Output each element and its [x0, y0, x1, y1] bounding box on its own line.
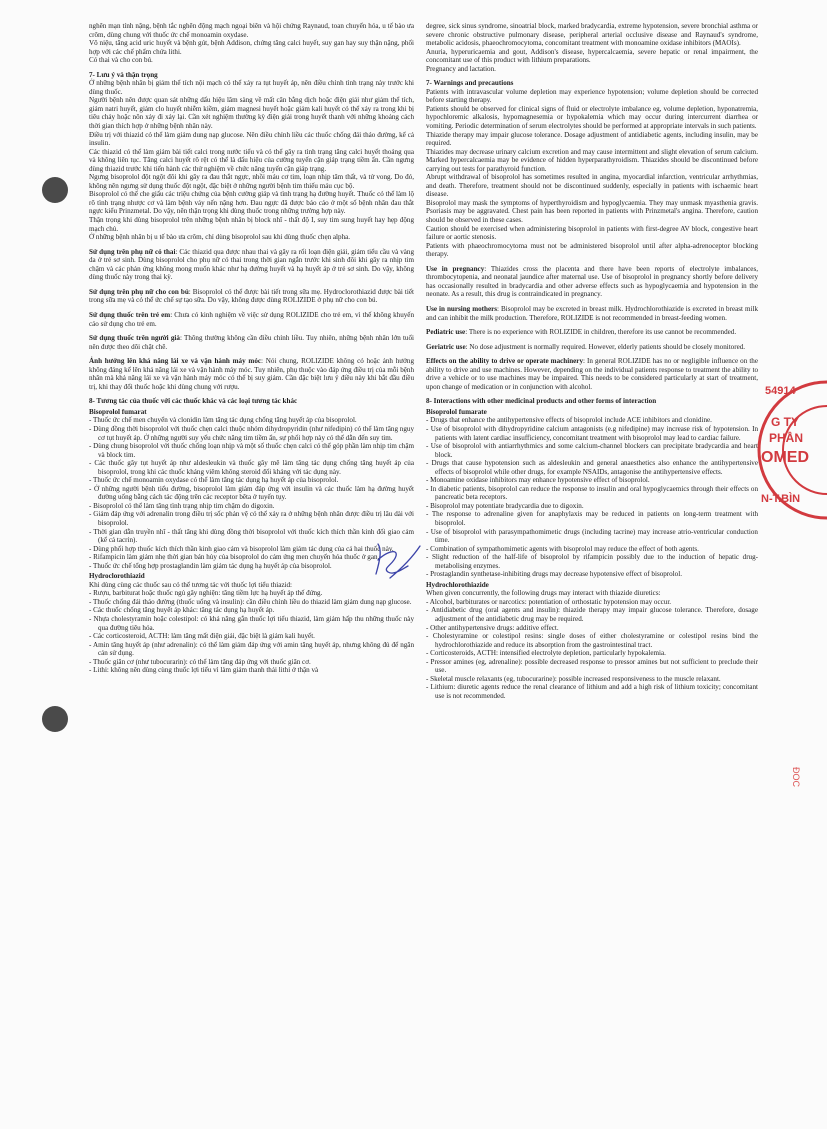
- list-item: - Thuốc giãn cơ (như tubocurarin): có thể làm tăng đáp ứng với thuốc giãn cơ.: [89, 658, 414, 667]
- label: Use in pregnancy: [426, 264, 485, 273]
- list-item: - Thuốc chống đái tháo đường (thuốc uống và insulin): cần điều chỉnh liều do thiazid làm giảm dung nạp glucose.: [89, 598, 414, 607]
- nursing-paragraph: [89, 288, 414, 305]
- paragraph: When given concurrently, the following drugs may interact with thiazide diuretics:: [426, 589, 661, 598]
- list-item: - Pressor amines (eg, adrenaline): possible decreased response to pressor amines but not sufficient to preclude their use.: [426, 658, 758, 675]
- paragraph: Khi dùng cùng các thuốc sau có thể tương tác với thuốc lợi tiểu thiazid:: [89, 580, 293, 589]
- interaction-list: [89, 589, 414, 674]
- contraindications-text: degree, sick sinus syndrome, sinoatrial block, marked bradycardia, extreme hypotension, severe bronchial asthma or severe chronic obstructive pulmonary disease, peripheral arterial occlusive disease and Raynaud's syndrome, metabolic acidosis, phaeochromocytoma, concomitant treatment with monoamine oxidase inhibitors (MAOIs).: [426, 22, 758, 48]
- subsection-heading: Bisoprolol fumarate: [426, 407, 487, 416]
- nursing-paragraph: [426, 305, 758, 322]
- list-item: - Giảm đáp ứng với adrenalin trong điều trị sốc phản vệ có thể xảy ra ở những bệnh nhân được điều trị lâu dài với bisoprolol.: [89, 510, 414, 527]
- english-column: [426, 22, 758, 700]
- list-item: - Thuốc ức chế tổng hợp prostaglandin làm giảm tác dụng hạ huyết áp của bisoprolol.: [89, 562, 414, 571]
- paragraph: Bisoprolol may mask the symptoms of hyperthyroidism and hypoglycaemia. They may unmask myasthenia gravis. Psoriasis may be aggravated. Chest pain has been reported in patients with Prinzmetal's angina. Therefore, caution should be observed in these cases.: [426, 198, 758, 225]
- text: : Bisoprolol may be excreted in breast milk. Hydrochlorothiazide is excreted in breast milk and can inhibit the milk production. Therefore, ROLIZIDE is not recommended in breast-feeding women.: [426, 304, 758, 322]
- interaction-list: [89, 416, 414, 570]
- label: Sử dụng trên phụ nữ cho con bú: [89, 287, 189, 296]
- contraindications-text: Pregnancy and lactation.: [426, 64, 496, 73]
- paragraph: Thiazides may decrease urinary calcium excretion and may cause intermittent and slight elevation of serum calcium. Marked hypercalcaemia may be evidence of hidden hyperparathyroidism. Thiazides should be discontinued before carrying out tests for parathyroid function.: [426, 147, 758, 173]
- label: Use in nursing mothers: [426, 304, 498, 313]
- pediatric-paragraph: [426, 328, 758, 337]
- list-item: - Dùng chung bisoprolol với thuốc chống loạn nhịp và một số thuốc chẹn calci có thể góp phần làm nhịp tim chậm và block tim.: [89, 442, 414, 459]
- list-item: - Amin tăng huyết áp (như adrenalin): có thể làm giảm đáp ứng với amin tăng huyết áp, nhưng không đủ để ngăn cản sử dụng.: [89, 641, 414, 658]
- section-heading: 8- Interactions with other medicinal products and other forms of interaction: [426, 397, 657, 406]
- company-stamp: [757, 365, 827, 535]
- pediatric-paragraph: [89, 311, 414, 328]
- vietnamese-column: [89, 22, 414, 675]
- section-heading: 7- Lưu ý và thận trọng: [89, 70, 158, 79]
- list-item: - Lithi: không nên dùng cùng thuốc lợi tiểu vì làm giảm thanh thải lithi ở thận và: [89, 666, 414, 675]
- subsection-heading: Hydrochlorothiazide: [426, 580, 489, 589]
- text: : No dose adjustment is normally required. However, elderly patients should be closely monitored.: [465, 342, 746, 351]
- list-item: - Rifampicin làm giảm nhẹ thời gian bán hủy của bisoprolol do cảm ứng men chuyển hóa thuốc ở gan.: [89, 553, 414, 562]
- section-heading: 8- Tương tác của thuốc với các thuốc khác và các loại tương tác khác: [89, 397, 298, 406]
- geriatric-paragraph: [89, 334, 414, 351]
- driving-paragraph: [426, 357, 758, 391]
- list-item: - Thuốc ức chế monoamin oxydase có thể làm tăng tác dụng hạ huyết áp của bisoprolol.: [89, 476, 414, 485]
- list-item: - Cholestyramine or colestipol resins: single doses of either cholestyramine or colestipol resins bind the hydrochlorothiazide and reduce its absorption from the gastrointestinal tract.: [426, 632, 758, 649]
- paragraph: Các thiazid có thể làm giảm bài tiết calci trong nước tiểu và có thể gây ra tình trạng tăng calci huyết thoáng qua và không liên tục. Tăng calci huyết rõ rệt có thể là dấu hiệu của cường tuyến cận giáp trạng tiềm ẩn. Cần ngưng dùng thiazid trước khi tiến hành các thử nghiệm về chức năng tuyến cận giáp trạng.: [89, 147, 414, 173]
- contraindications-text: Vô niệu, tăng acid uric huyết và bệnh gút, bệnh Addison, chứng tăng calci huyết, suy gan hay suy thận nặng, phối hợp với các chế phẩm chứa lithi.: [89, 39, 414, 56]
- paragraph: Caution should be exercised when administering bisoprolol in patients with first-degree AV block, congestive heart failure or aortic stenosis.: [426, 224, 758, 242]
- list-item: - Drugs that enhance the antihypertensive effects of bisoprolol include ACE inhibitors and clonidine.: [426, 416, 758, 425]
- label: Pediatric use: [426, 328, 466, 337]
- text: : Bisoprolol có thể được bài tiết trong sữa mẹ. Hydroclorothiazid được bài tiết trong sữa mẹ và có thể ức chế sự tạo sữa. Do vậy, không được dùng ROLIZIDE ở phụ nữ cho con bú.: [89, 287, 414, 305]
- interaction-list: [426, 416, 758, 578]
- paragraph: Ở những bệnh nhân bị u tế bào ưa crôm, chỉ dùng bisoprolol sau khi dùng thuốc chẹn alpha.: [89, 233, 351, 242]
- handwritten-signature: [368, 538, 424, 586]
- paragraph: Patients with intravascular volume depletion may experience hypotension; volume depletion should be corrected before starting therapy.: [426, 87, 758, 105]
- list-item: - Slight reduction of the half-life of bisoprolol by rifampicin possibly due to the induction of hepatic drug-metabolising enzymes.: [426, 553, 758, 570]
- edge-stamp-fragment: ĐOC: [791, 767, 801, 787]
- label: Sử dụng thuốc trên trẻ em: [89, 310, 171, 319]
- list-item: - Combination of sympathomimetic agents with bisoprolol may reduce the effect of both agents.: [426, 545, 758, 554]
- paragraph: Patients with phaeochromocytoma must not be administered bisoprolol until after alpha-adrenoceptor blocking therapy.: [426, 241, 758, 259]
- list-item: - The response to adrenaline given for anaphylaxis may be reduced in patients on long-term treatment with bisoprolol.: [426, 510, 758, 527]
- list-item: - Lithium: diuretic agents reduce the renal clearance of lithium and add a high risk of lithium toxicity; concomitant use is not recommended.: [426, 683, 758, 700]
- list-item: - Use of bisoprolol with dihydropyridine calcium antagonists (e.g nifedipine) may increase risk of hypotension. In patients with latent cardiac insufficiency, concomitant treatment with bisoprolol may lead to cardiac failure.: [426, 425, 758, 442]
- text: : Nói chung, ROLIZIDE không có hoặc ảnh hưởng không đáng kể lên khả năng lái xe và vận hành máy móc. Tuy nhiên, phụ thuộc vào đáp ứng điều trị của mỗi bệnh nhân mà khả năng lái xe và vận hành máy móc có thể bị suy giảm. Cần đặc biệt lưu ý điều này khi bắt đầu điều trị, khi thay đổi thuốc hoặc khi dùng chung với rượu.: [89, 357, 414, 391]
- section-heading: 7- Warnings and precautions: [426, 79, 514, 88]
- paragraph: Patients should be observed for clinical signs of fluid or electrolyte imbalance eg, volume depletion, hyponatremia, hypochloremic alkalosis, hypomagnesemia or hypokalemia which may occur during intercurrent diarrhea or vomiting. Periodic determination of serum electrolytes should be performed at appropriate intervals in such patients.: [426, 104, 758, 131]
- label: Sử dụng trên phụ nữ có thai: [89, 247, 176, 256]
- label: Effects on the ability to drive or operate machinery: [426, 357, 583, 366]
- stamp-number: 54914: [765, 385, 796, 397]
- list-item: - Corticosteroids, ACTH: intensified electrolyte depletion, particularly hypokalemia.: [426, 649, 758, 658]
- geriatric-paragraph: [426, 343, 758, 352]
- paragraph: Ở những bệnh nhân bị giảm thể tích nội mạch có thể xảy ra tụt huyết áp, nên điều chỉnh tình trạng này trước khi dùng thuốc.: [89, 79, 414, 96]
- driving-paragraph: [89, 357, 414, 391]
- paragraph: Người bệnh nên được quan sát những dấu hiệu lâm sàng về mất cân bằng dịch hoặc điện giải như giảm thể tích, giảm natri huyết, giảm clo huyết nhiễm kiềm, giảm magnesi huyết hoặc giảm kali huyết có thể xảy ra trong khi bị tiêu chảy hoặc nôn xảy đi xảy lại. Cần xét nghiệm thường kỳ điện giải trong huyết thanh với những khoảng cách thời gian thích hợp ở những bệnh nhân này.: [89, 96, 414, 131]
- list-item: - Drugs that cause hypotension such as aldesleukin and general anaesthetics also enhance the antihypertensive effects of bisoprolol while other drugs, for example NSAIDs, antagonise the antihypertensive effects.: [426, 459, 758, 476]
- pregnancy-paragraph: [426, 265, 758, 299]
- punch-hole: [42, 706, 68, 732]
- list-item: - Prostaglandin synthetase-inhibiting drugs may decrease hypotensive effect of bisoprolol.: [426, 570, 758, 579]
- stamp-text: N-T.BÌN: [761, 493, 801, 505]
- label: Ảnh hưởng lên khả năng lái xe và vận hành máy móc: [89, 357, 262, 366]
- list-item: - Rượu, barbiturat hoặc thuốc ngủ gây nghiện: tăng tiềm lực hạ huyết áp thế đứng.: [89, 589, 414, 598]
- list-item: - In diabetic patients, bisoprolol can reduce the response to insulin and oral hypoglycaemics through their effects on pancreatic beta receptors.: [426, 485, 758, 502]
- list-item: - Các thuốc chống tăng huyết áp khác: tăng tác dụng hạ huyết áp.: [89, 606, 414, 615]
- label: Geriatric use: [426, 342, 466, 351]
- list-item: - Antidiabetic drug (oral agents and insulin): thiazide therapy may impair glucose tolerance. Therefore, dosage adjustment of the antidiabetic drug may be required.: [426, 606, 758, 623]
- list-item: - Bisoprolol may potentiate bradycardia due to digoxin.: [426, 502, 758, 511]
- list-item: - Các corticosteroid, ACTH: làm tăng mất điện giải, đặc biệt là giảm kali huyết.: [89, 632, 414, 641]
- list-item: - Nhựa cholestyramin hoặc colestipol: có khả năng gắn thuốc lợi tiểu thiazid, làm giảm hấp thu những thuốc này qua đường tiêu hóa.: [89, 615, 414, 632]
- text: : Thiazides cross the placenta and there have been reports of electrolyte imbalances, thrombocytopenia, and neonatal jaundice after maternal use. Use of bisoprolol in pregnancy shortly before delivery has occasionally resulted in bradycardia and other adverse effects such as hypoglycaemia and hypotension in the neonate. As a result, this drug is contraindicated in pregnancy.: [426, 264, 758, 299]
- punch-hole: [42, 177, 68, 203]
- paragraph: Thiazide therapy may impair glucose tolerance. Dosage adjustment of antidiabetic agents, including insulin, may be required.: [426, 130, 758, 148]
- stamp-text: OMED: [761, 449, 809, 466]
- list-item: - Alcohol, barbiturates or narcotics: potentiation of orthostatic hypotension may occur.: [426, 598, 758, 607]
- text: : Thông thường không cần điều chỉnh liều. Tuy nhiên, những bệnh nhân lớn tuổi nên được theo dõi chặt chẽ.: [89, 334, 415, 351]
- subsection-heading: Bisoprolol fumarat: [89, 407, 147, 416]
- list-item: - Skeletal muscle relaxants (eg, tubocurarine): possible increased responsiveness to the muscle relaxant.: [426, 675, 758, 684]
- paragraph: Điều trị với thiazid có thể làm giảm dung nạp glucose. Nên điều chỉnh liều các thuốc chống đái tháo đường, kể cả insulin.: [89, 130, 414, 148]
- label: Sử dụng thuốc trên người già: [89, 334, 180, 343]
- list-item: - Monoamine oxidase inhibitors may enhance hypotensive effect of bisoprolol.: [426, 476, 758, 485]
- stamp-text: PHẦN: [769, 431, 804, 445]
- list-item: - Thuốc ức chế men chuyển và clonidin làm tăng tác dụng chống tăng huyết áp của bisoprolol.: [89, 416, 414, 425]
- text: : Chưa có kinh nghiệm về việc sử dụng ROLIZIDE cho trẻ em, vì thế không khuyến cáo sử dụng cho trẻ em.: [89, 310, 415, 328]
- pregnancy-paragraph: [89, 248, 414, 282]
- list-item: - Dùng đồng thời bisoprolol với thuốc chẹn calci thuộc nhóm dihydropyridin (như nifedipin) có thể làm tăng nguy cơ tụt huyết áp. Ở những người suy yếu chức năng tim tiềm ẩn, sự phối hợp này có thể dẫn đến suy tim.: [89, 425, 414, 442]
- list-item: - Dùng phối hợp thuốc kích thích thần kinh giao cảm và bisoprolol làm giảm tác dụng của cả hai thuốc này.: [89, 545, 414, 554]
- contraindications-text: nghẽn mạn tính nặng, bệnh tắc nghẽn động mạch ngoại biên và hội chứng Raynaud, toan chuyển hóa, u tế bào ưa crôm, dùng chung với thuốc ức chế monoamin oxydase.: [89, 22, 414, 39]
- list-item: - Other antihypertensive drugs: additive effect.: [426, 624, 758, 633]
- list-item: - Use of bisoprolol with parasympathomimetic drugs (including tacrine) may increase atrio-ventricular conduction time.: [426, 528, 758, 545]
- subsection-heading: Hydroclorothiazid: [89, 572, 145, 581]
- interaction-list: [426, 598, 758, 701]
- paragraph: Bisoprolol có thể che giấu các triệu chứng của bệnh cường giáp và tình trạng hạ đường huyết. Thuốc có thể làm lộ rõ tình trạng nhược cơ và làm bệnh vảy nến nặng hơn. Đau ngực đã được báo cáo ở một số bệnh nhân đau thắt ngực kiểu Prinzmetal. Do vậy, nên thận trọng khi dùng thuốc trong những trường hợp này.: [89, 190, 414, 216]
- text: : There is no experience with ROLIZIDE in children, therefore its use cannot be recommended.: [465, 328, 737, 337]
- list-item: - Thời gian dẫn truyền nhĩ - thất tăng khi dùng đồng thời bisoprolol với thuốc kích thích thần kinh đối giao cảm (kể cả tacrin).: [89, 528, 414, 545]
- list-item: - Ở những người bệnh tiểu đường, bisoprolol làm giảm đáp ứng với insulin và các thuốc làm hạ đường huyết đường uống bằng cách tác động trên các receptor bêta ở tuyến tụy.: [89, 485, 414, 502]
- text: : Các thiazid qua được nhau thai và gây ra rối loạn điện giải, giảm tiểu cầu và vàng da ở trẻ sơ sinh. Dùng bisoprolol cho phụ nữ có thai trong thời gian ngắn trước khi sinh đôi khi gây ra nhịp tim chậm và các phản ứng không mong muốn khác như hạ đường huyết và hạ huyết áp ở trẻ sơ sinh. Do vậy, không dùng thuốc này trong thai kỳ.: [89, 247, 414, 282]
- list-item: - Use of bisoprolol with antiarrhythmics and some calcium-channel blockers can precipitate bradycardia and heart block.: [426, 442, 758, 459]
- stamp-text: G TY: [771, 415, 800, 429]
- list-item: - Các thuốc gây tụt huyết áp như aldesleukin và thuốc gây mê làm tăng tác dụng chống tăng huyết áp của bisoprolol, trong khi các thuốc kháng viêm không steroid đối kháng với tác dụng này.: [89, 459, 414, 476]
- contraindications-text: Có thai và cho con bú.: [89, 56, 153, 65]
- text: : In general ROLIZIDE has no or negligible influence on the ability to drive and use machines. However, depending on the individual patients response to treatment the ability to drive a vehicle or to use machines may be impaired. This needs to be considered particularly at start of treatment, upon change of medication or in conjunction with alcohol.: [426, 357, 759, 391]
- paragraph: Thận trọng khi dùng bisoprolol trên những bệnh nhân bị block nhĩ - thất độ I, suy tim sung huyết hay hẹp động mạch chủ.: [89, 216, 414, 233]
- paragraph: Abrupt withdrawal of bisoprolol has sometimes resulted in angina, myocardial infarction, ventricular arrhythmias, and death. Therefore, treatment should not be discontinued suddenly, especially in patients with ischaemic heart disease.: [426, 173, 758, 199]
- paragraph: Ngưng bisoprolol đột ngột đôi khi gây ra đau thắt ngực, nhồi máu cơ tim, loạn nhịp tâm thất, và tử vong. Do đó, không nên ngưng sử dụng thuốc đột ngột, đặc biệt ở những người bệnh tim thiếu máu cục bộ.: [89, 173, 414, 190]
- list-item: - Bisoprolol có thể làm tăng tình trạng nhịp tim chậm do digoxin.: [89, 502, 414, 511]
- contraindications-text: Anuria, hyperuricaemia and gout, Addison's disease, hypercalcaemia, severe hepatic or renal impairment, the concomitant use of this product with lithium preparations.: [426, 47, 758, 65]
